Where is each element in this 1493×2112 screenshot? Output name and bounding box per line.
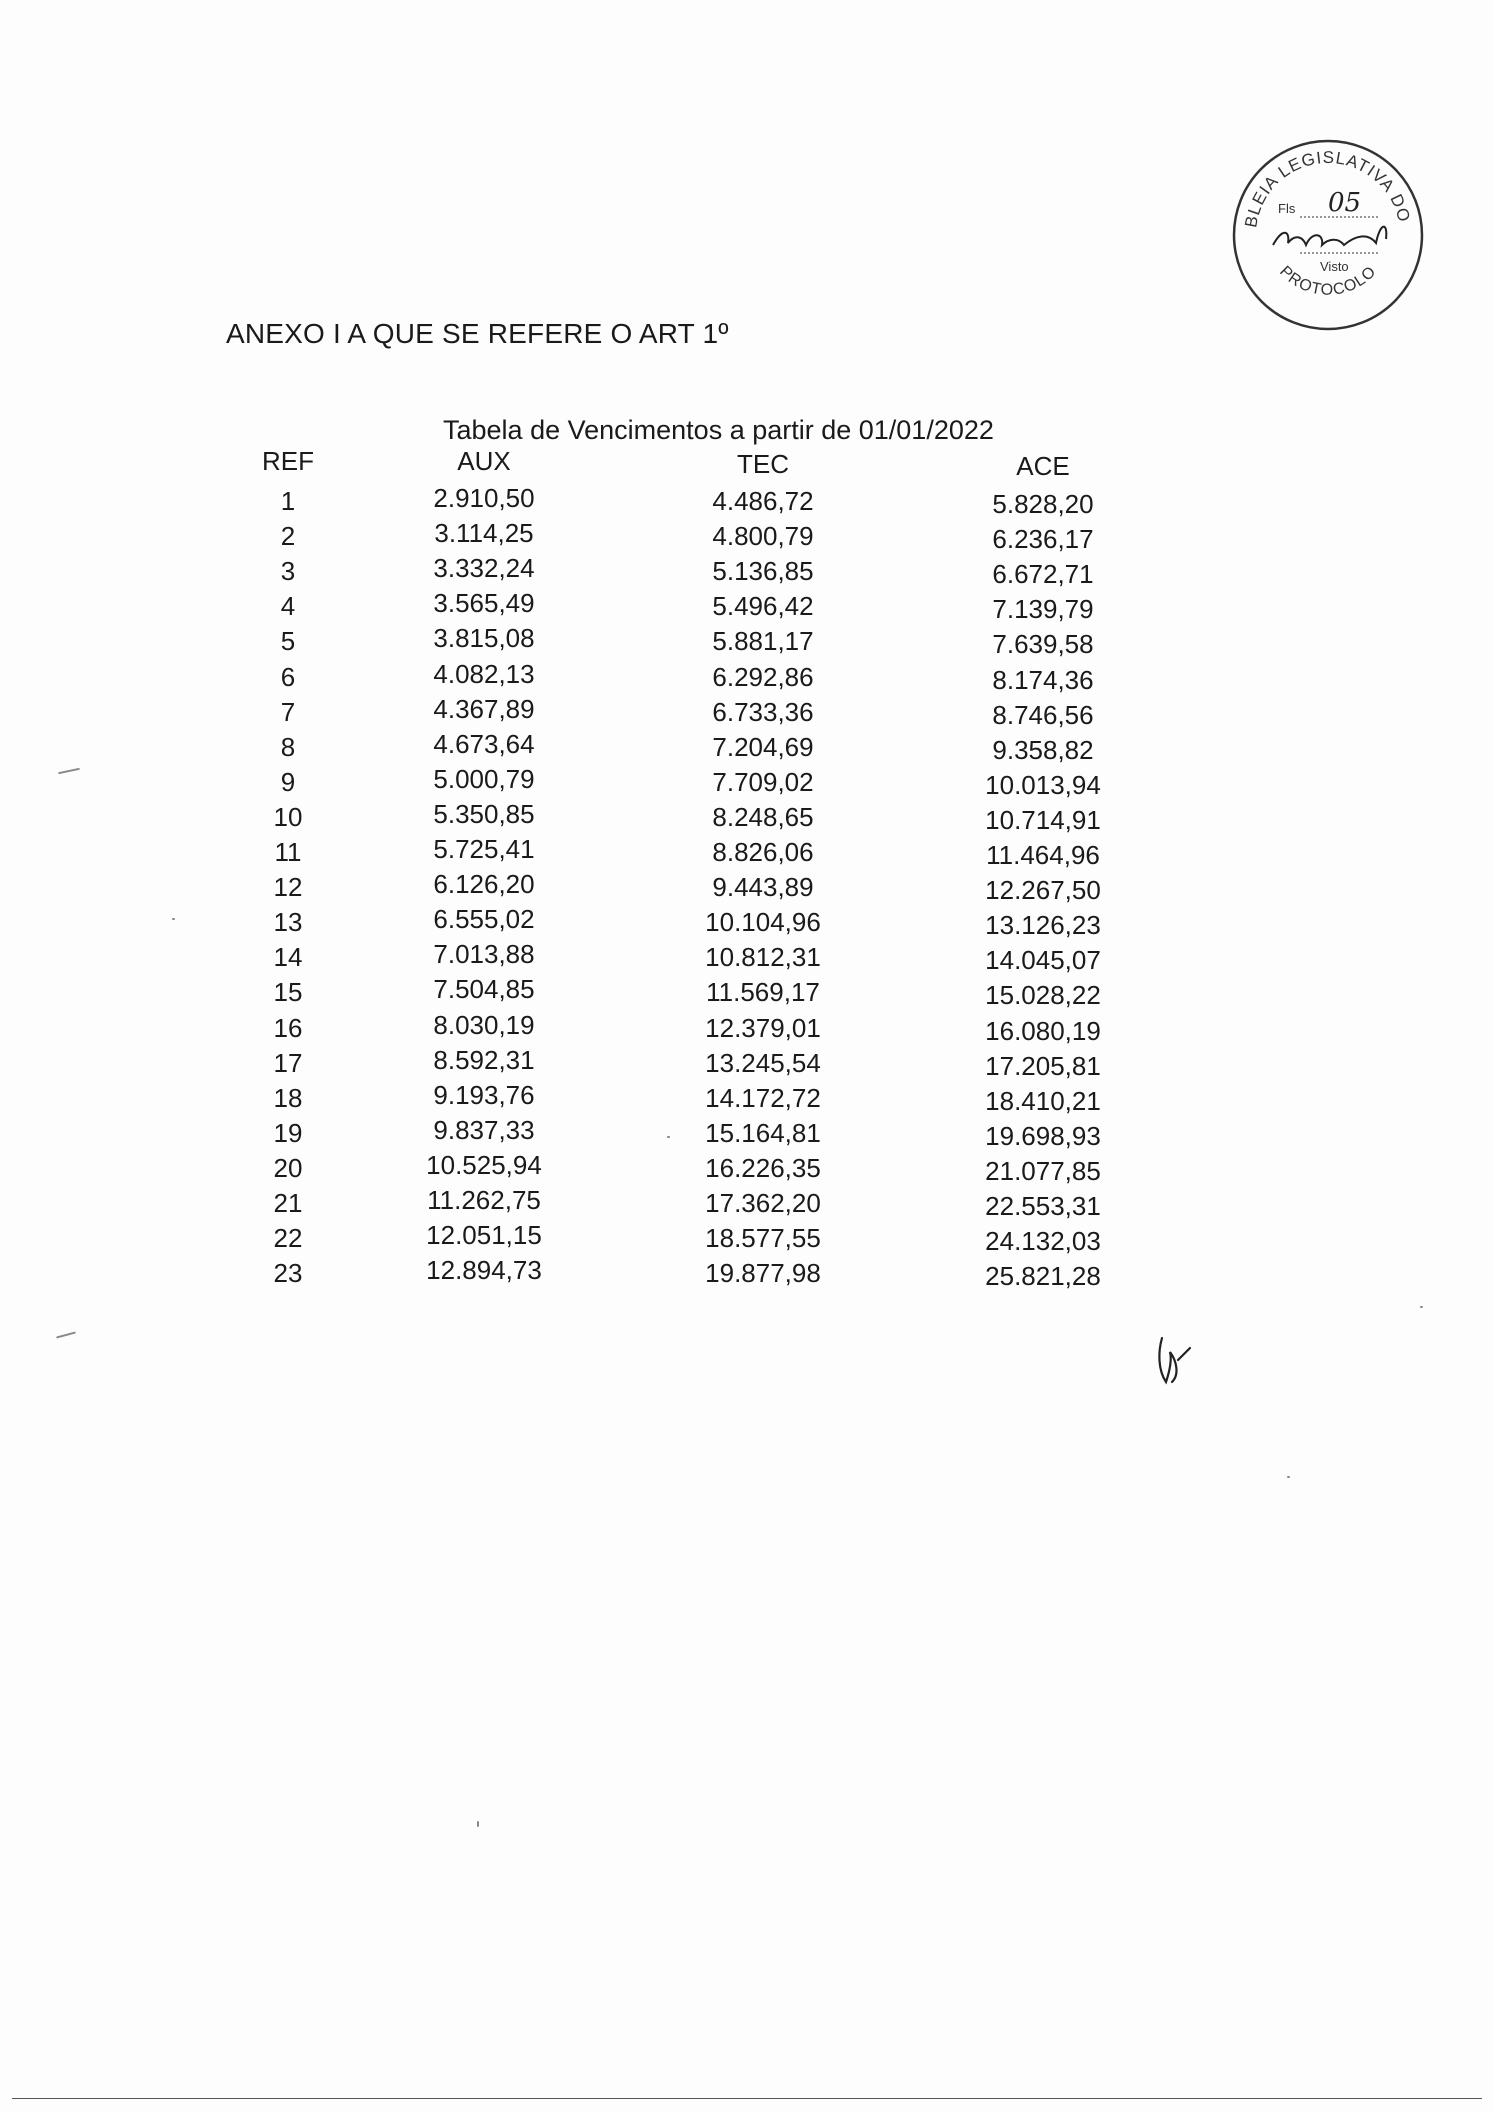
stamp-text-top: BLEIA LEGISLATIVA DO [1241, 147, 1414, 229]
table-cell-ace: 11.464,96 [986, 840, 1100, 870]
table-cell-aux: 4.082,13 [433, 658, 535, 689]
table-cell-aux: 3.565,49 [433, 588, 535, 619]
table-cell-tec: 7.709,02 [712, 766, 814, 797]
table-title: Tabela de Vencimentos a partir de 01/01/2022 [443, 415, 994, 445]
table-cell-tec: 13.245,54 [705, 1047, 821, 1078]
table-cell-ace: 8.746,56 [992, 699, 1094, 730]
table-cell-ace: 16.080,19 [985, 1015, 1101, 1046]
table-cell-aux: 7.013,88 [433, 939, 535, 970]
table-cell-ace: 6.236,17 [992, 524, 1094, 555]
table-cell-ace: 15.028,22 [985, 980, 1101, 1011]
table-cell-aux: 10.525,94 [426, 1149, 542, 1180]
scan-speck [1287, 1476, 1290, 1478]
table-cell-tec: 14.172,72 [705, 1082, 821, 1113]
table-cell-tec: 8.248,65 [712, 801, 814, 832]
table-cell-ace: 6.672,71 [992, 559, 1094, 590]
table-cell-aux: 5.725,41 [433, 834, 535, 864]
handwritten-initial-mark [1150, 1330, 1200, 1390]
table-cell-ace: 25.821,28 [985, 1261, 1101, 1292]
stamp-fls-value: 05 [1328, 188, 1362, 218]
table-cell-ace: 13.126,23 [985, 910, 1101, 941]
table-cell-aux: 5.350,85 [433, 798, 535, 829]
table-cell-ref: 12 [273, 872, 303, 903]
table-cell-ref: 19 [273, 1117, 303, 1148]
scan-speck [172, 918, 175, 920]
scan-speck [1420, 1306, 1423, 1308]
table-cell-aux: 6.126,20 [433, 869, 535, 900]
table-cell-aux: 2.910,50 [433, 483, 535, 513]
table-cell-aux: 3.332,24 [433, 553, 535, 584]
table-cell-ref: 2 [280, 521, 296, 552]
page-bottom-edge [12, 2098, 1482, 2099]
scan-speck [667, 1136, 670, 1138]
table-cell-aux: 7.504,85 [433, 974, 535, 1005]
table-cell-ref: 3 [280, 556, 296, 587]
table-cell-tec: 16.226,35 [705, 1152, 821, 1183]
scan-speck [477, 1821, 479, 1827]
table-cell-tec: 9.443,89 [712, 872, 814, 903]
table-cell-aux: 9.193,76 [433, 1079, 535, 1110]
table-cell-aux: 11.262,75 [427, 1185, 541, 1215]
table-cell-tec: 4.486,72 [712, 486, 814, 516]
table-cell-ref: 6 [280, 661, 296, 692]
stamp-text-bottom: PROTOCOLO [1276, 262, 1380, 299]
table-cell-tec: 17.362,20 [705, 1188, 821, 1218]
table-cell-ref: 5 [280, 626, 296, 657]
table-cell-ace: 22.553,31 [985, 1191, 1101, 1221]
table-cell-tec: 12.379,01 [705, 1012, 821, 1043]
table-cell-ref: 1 [280, 486, 296, 516]
table-cell-tec: 4.800,79 [712, 521, 814, 552]
table-cell-ref: 4 [280, 591, 296, 622]
table-cell-ref: 7 [280, 696, 296, 727]
table-cell-ace: 12.267,50 [985, 875, 1101, 906]
table-cell-ace: 19.698,93 [985, 1120, 1101, 1151]
table-cell-tec: 5.881,17 [712, 626, 814, 657]
table-cell-aux: 5.000,79 [433, 763, 535, 794]
table-cell-ace: 21.077,85 [985, 1155, 1101, 1186]
table-cell-ref: 21 [273, 1188, 303, 1218]
table-cell-ref: 18 [273, 1082, 303, 1113]
table-cell-aux: 6.555,02 [433, 904, 535, 935]
table-cell-ace: 7.639,58 [992, 629, 1094, 660]
table-cell-ref: 9 [280, 766, 296, 797]
scan-speck [58, 768, 80, 775]
table-cell-aux: 12.051,15 [426, 1220, 542, 1251]
table-cell-ref: 8 [280, 731, 296, 762]
table-cell-aux: 4.367,89 [433, 693, 535, 724]
table-cell-ace: 9.358,82 [992, 734, 1094, 765]
table-cell-aux: 9.837,33 [433, 1114, 535, 1145]
table-cell-ace: 24.132,03 [985, 1226, 1101, 1257]
table-cell-ace: 5.828,20 [992, 489, 1094, 519]
table-cell-ace: 10.714,91 [985, 804, 1101, 835]
table-cell-ref: 20 [273, 1152, 303, 1183]
table-cell-tec: 11.569,17 [706, 977, 820, 1008]
table-cell-aux: 4.673,64 [433, 728, 535, 759]
table-cell-aux: 3.114,25 [434, 518, 534, 549]
table-cell-tec: 7.204,69 [712, 731, 814, 762]
svg-text:ASSEMBLEIA LEGISLATIVA DO CEAR [1228, 135, 1415, 230]
table-cell-aux: 8.030,19 [433, 1009, 535, 1040]
table-cell-ace: 8.174,36 [992, 664, 1094, 695]
table-cell-ref: 16 [273, 1012, 303, 1043]
table-cell-ref: 14 [273, 942, 303, 973]
column-header-aux: AUX [457, 446, 511, 476]
stamp-visto-label: Visto [1320, 259, 1349, 274]
stamp-seal-graphic [1228, 135, 1428, 335]
table-cell-tec: 10.812,31 [705, 942, 821, 973]
table-cell-tec: 5.496,42 [712, 591, 814, 622]
table-cell-ref: 22 [273, 1223, 303, 1254]
table-cell-ref: 23 [273, 1258, 303, 1289]
table-cell-ref: 10 [273, 801, 303, 832]
table-cell-tec: 15.164,81 [705, 1117, 821, 1148]
stamp-fls-label: Fls [1278, 201, 1296, 216]
table-cell-aux: 12.894,73 [426, 1255, 542, 1286]
column-header-ace: ACE [1016, 451, 1070, 481]
table-cell-ref: 11 [274, 837, 302, 867]
table-cell-aux: 8.592,31 [433, 1044, 535, 1075]
table-cell-tec: 5.136,85 [712, 556, 814, 587]
table-cell-tec: 18.577,55 [705, 1223, 821, 1254]
table-cell-tec: 6.292,86 [712, 661, 814, 692]
protocol-stamp [1228, 135, 1428, 335]
table-cell-tec: 19.877,98 [705, 1258, 821, 1289]
table-cell-ace: 18.410,21 [985, 1085, 1101, 1116]
table-cell-ace: 7.139,79 [992, 594, 1094, 625]
scan-speck [56, 1331, 76, 1338]
column-header-ref: REF [262, 446, 314, 476]
table-cell-ace: 14.045,07 [985, 945, 1101, 976]
annex-heading: ANEXO I A QUE SE REFERE O ART 1º [226, 318, 729, 349]
table-cell-tec: 10.104,96 [705, 907, 821, 938]
table-cell-ace: 10.013,94 [985, 769, 1101, 800]
table-cell-ref: 15 [273, 977, 303, 1008]
table-cell-tec: 8.826,06 [712, 837, 814, 867]
table-cell-tec: 6.733,36 [712, 696, 814, 727]
handwritten-signature [1273, 227, 1386, 245]
table-cell-aux: 3.815,08 [433, 623, 535, 654]
table-cell-ref: 13 [273, 907, 303, 938]
column-header-tec: TEC [737, 449, 789, 479]
table-cell-ref: 17 [273, 1047, 303, 1078]
table-cell-ace: 17.205,81 [985, 1050, 1101, 1081]
